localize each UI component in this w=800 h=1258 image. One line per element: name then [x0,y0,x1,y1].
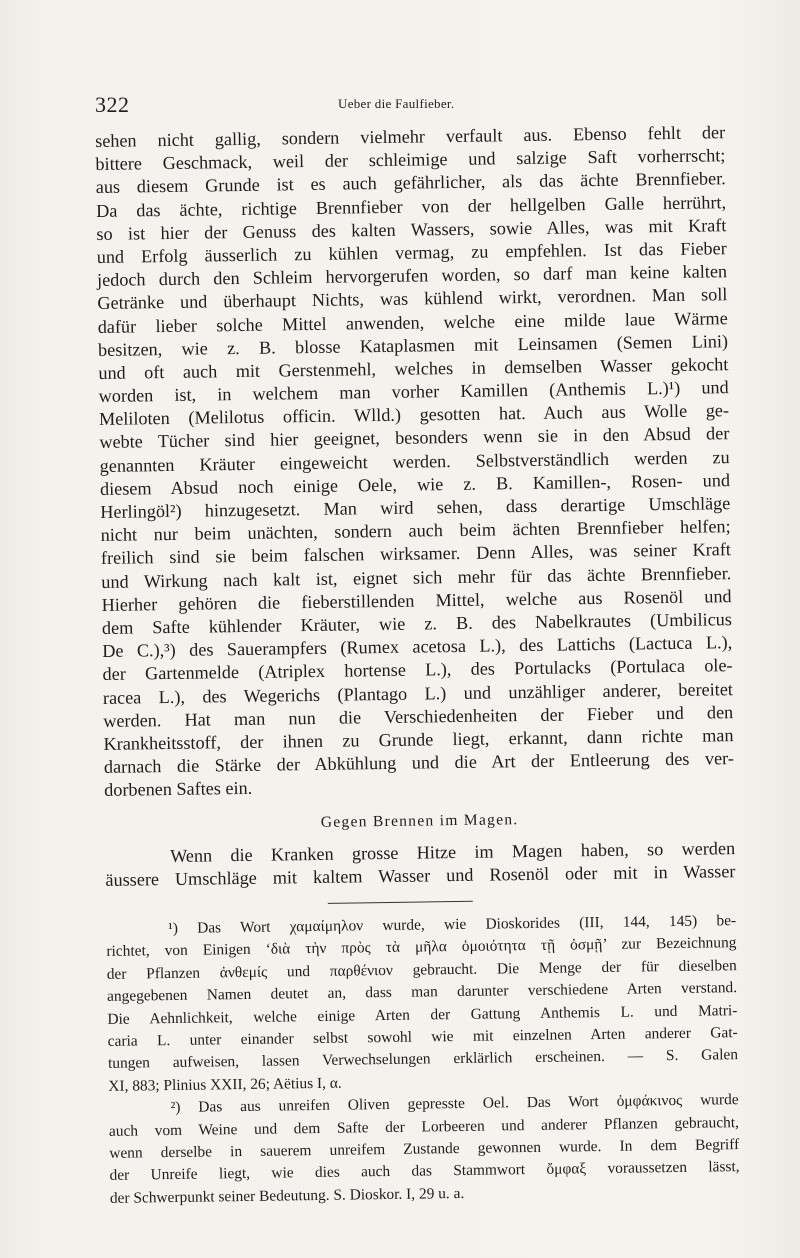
text-line: bittere Geschmack, weil der schleimige und salzige Saft vorherrscht; [95,145,726,175]
text-line: freilich sind sie beim falschen wirksamer. Denn Alles, was seiner Kraft [100,539,732,569]
footnote-1 [106,910,738,1098]
footnote-line: XI, 883; Plinius XXII, 26; Aëtius I, α. [108,1074,342,1095]
section-heading: Gegen Brennen im Magen. [320,811,519,832]
text-line: äussere Umschläge mit kaltem Wasser und Rosenöl oder mit in Wasser [105,860,736,890]
text-line: dem Safte kühlender Kräuter, wie z. B. des Nabelkrautes (Umbilicus [101,609,733,638]
text-line: dafür lieber solche Mittel anwenden, welche eine milde laue Wärme [97,307,728,337]
text-line: genannten Kräuter eingeweicht werden. Selbstverständlich werden zu [99,446,730,476]
text-line: und Erfolg äusserlich zu kühlen vermag, zu empfehlen. Ist das Fieber [96,238,727,267]
footnote-line: angegebenen Namen deutet an, dass man darunter verschiedene Arten verstand. [106,979,738,1006]
footnote-line: ²) Das aus unreifen Oliven gepresste Oel. Das Wort ὀμφάκινος wurde [170,1091,739,1117]
footnote-separator [328,901,473,904]
text-line: diesem Absud noch einige Oele, wie z. B. Kamillen-, Rosen- und [99,469,731,499]
main-paragraph [95,121,734,802]
text-line: Hierher gehören die fieberstillenden Mittel, welche aus Rosenöl und [101,585,732,615]
footnote-line: richtet, von Einigen ‘διὰ τὴν πρὸς τὰ μῆλα ὁμοιότητα τῇ ὀσμῇ’ zur Bezeichnung [106,934,737,961]
text-line: aus diesem Grunde ist es auch gefährlicher, als das ächte Brennfieber. [95,168,726,198]
text-line: De C.),³) des Sauerampfers (Rumex acetosa L.), des Lattichs (Lactuca L.), [102,632,733,662]
text-line: Herlingöl²) hinzugesetzt. Man wird sehen, dass derartige Umschläge [100,493,731,522]
text-line: sehen nicht gallig, sondern vielmehr verfault aus. Ebenso fehlt der [95,122,726,151]
text-line: werden. Hat man nun die Verschiedenheiten der Fieber und den [103,701,734,731]
text-line: dorbenen Saftes ein. [104,778,253,801]
running-title: Ueber die Faulfieber. [338,96,455,111]
footnote-line: ¹) Das Wort χαμαίμηλον wurde, wie Dioskorides (III, 144, 145) be- [168,912,737,938]
page-header [95,92,730,118]
text-line: nicht nur beim unächten, sondern auch beim ächten Brennfieber helfen; [100,516,731,546]
text-line: Meliloten (Melilotus officin. Wlld.) gesotten hat. Auch aus Wolle ge- [98,400,730,430]
footnote-line: der Schwerpunkt seiner Bedeutung. S. Dioskor. I, 29 u. a. [109,1184,465,1207]
text-line: darnach die Stärke der Abkühlung und die Art der Entleerung des ver- [103,748,734,777]
page-number: 322 [95,92,130,117]
footnote-line: tungen aufweisen, lassen Verwechselungen erklärlich erscheinen. — S. Galen [107,1046,739,1073]
text-line: webte Tücher sind hier geeignet, besonders wenn sie in den Absud der [99,423,730,453]
footnote-line: auch vom Weine und dem Safte der Lorbeeren und anderer Pflanzen gebraucht, [108,1113,740,1140]
section-paragraph [105,837,736,892]
text-line: und oft auch mit Gerstenmehl, welches in demselben Wasser gekocht [98,354,729,383]
text-line: so ist hier der Genuss des kalten Wassers, sowie Alles, was mit Kraft [96,214,727,244]
footnote-line: der Pflanzen ἀνθεμίς und παρθένιον gebraucht. Die Menge der für dieselben [106,956,737,983]
footnote-2 [109,1089,741,1210]
text-line: racea L.), des Wegerichs (Plantago L.) und unzähliger anderer, bereitet [102,678,734,708]
text-line: worden ist, in welchem man vorher Kamillen (Anthemis L.)¹) und [98,377,729,407]
text-line: der Gartenmelde (Atriplex hortense L.), des Portulacks (Portulaca ole- [102,655,733,685]
footnote-line: Die Aehnlichkeit, welche einige Arten der Gattung Anthemis L. und Matri- [107,1001,738,1028]
text-line: jedoch durch den Schleim hervorgerufen worden, so darf man keine kalten [96,261,728,291]
text-line: Krankheitsstoff, der ihnen zu Grunde liegt, erkannt, dann richte man [103,725,734,754]
footnote-line: caria L. unter einander selbst sowohl wie mit einzelnen Arten anderer Gat- [107,1024,738,1050]
page-body [95,121,740,1210]
text-line: und Wirkung nach kalt ist, eignet sich mehr für das ächte Brennfieber. [101,562,732,592]
text-line: Getränke und überhaupt Nichts, was kühlend wirkt, verordnen. Man soll [97,284,728,314]
text-line: Da das ächte, richtige Brennfieber von der hellgelben Galle herrührt, [95,191,727,221]
text-line: besitzen, wie z. B. blosse Kataplasmen mit Leinsamen (Semen Lini) [97,330,729,360]
footnote-line: der Unreife liegt, wie dies auch das Stammwort ὄμφαξ voraussetzen lässt, [109,1158,740,1185]
text-line: Wenn die Kranken grosse Hitze im Magen haben, so werden [169,837,736,866]
footnote-line: wenn derselbe in sauerem unreifem Zustande gewonnen wurde. In dem Begriff [109,1136,740,1162]
